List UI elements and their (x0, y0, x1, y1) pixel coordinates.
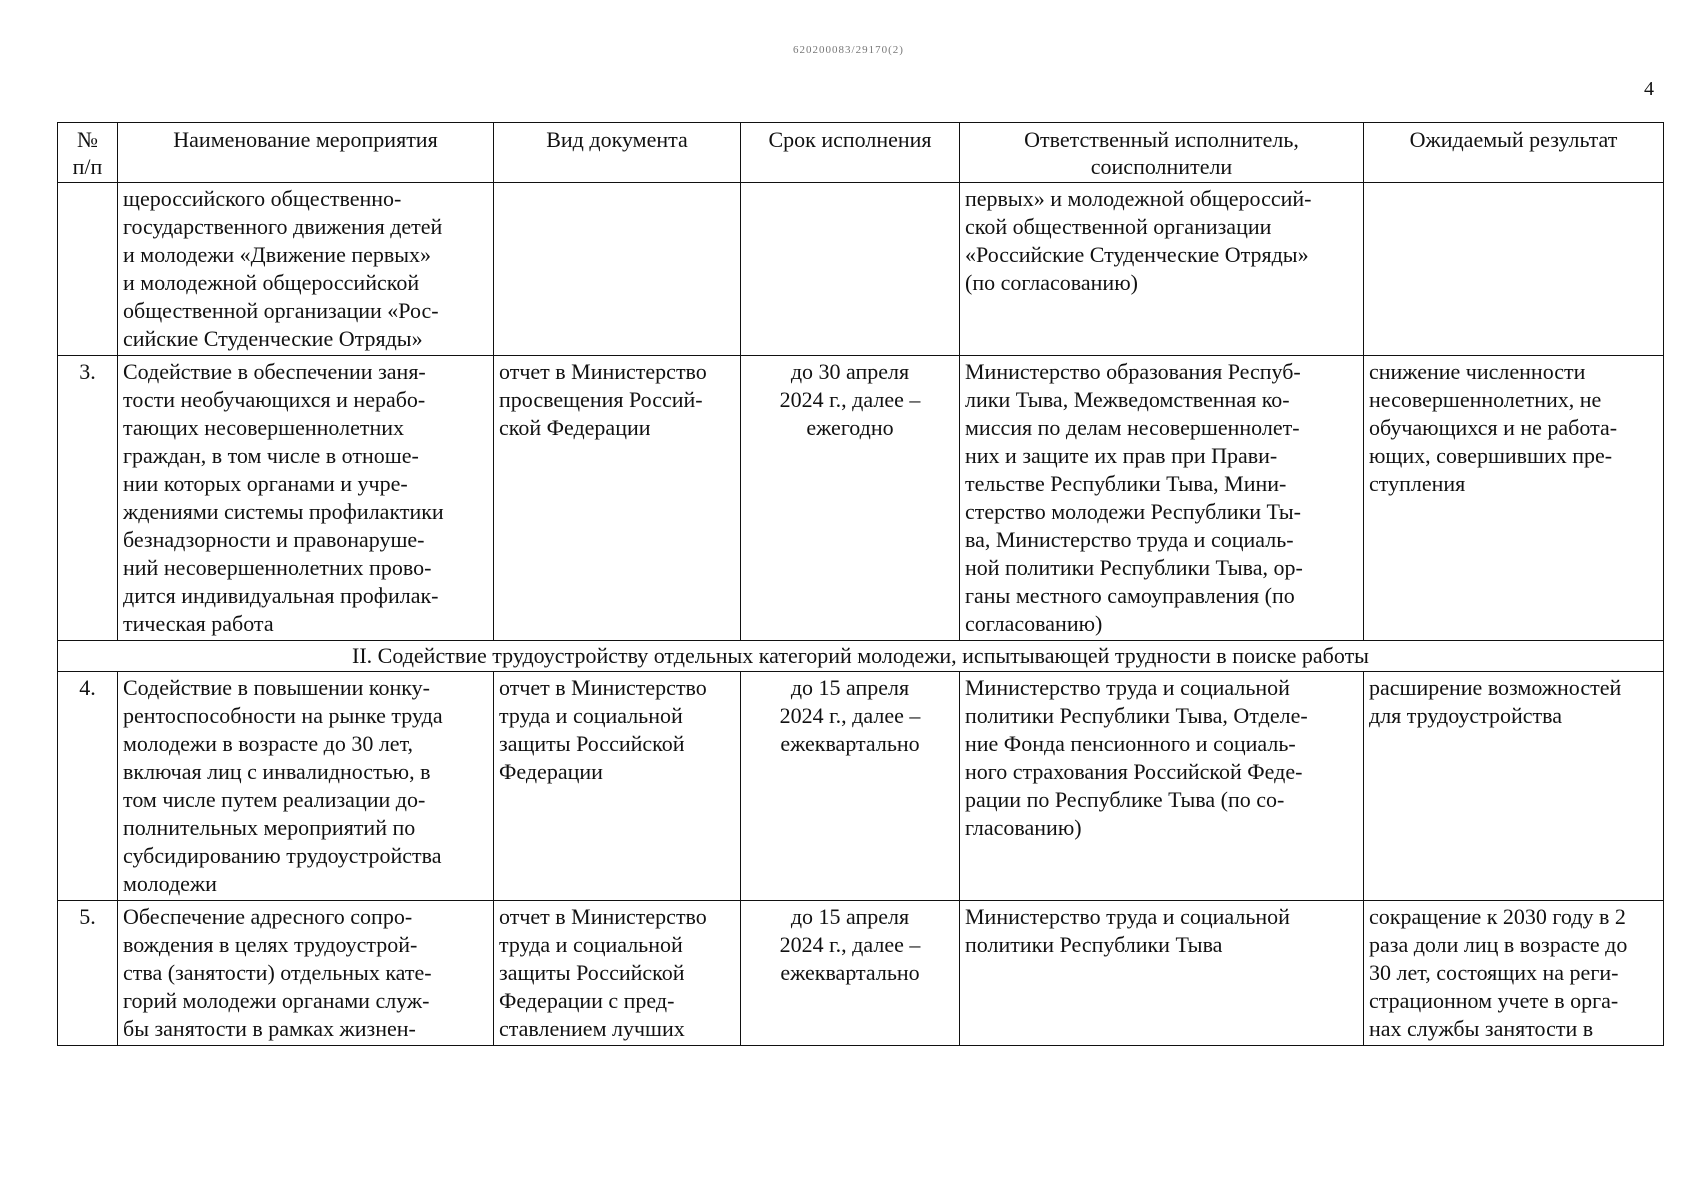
row-number: 4. (58, 672, 118, 901)
table-row (58, 356, 1664, 641)
responsible-executor: Министерство образования Респуб- лики Тыва, Межведомственная ко- миссия по делам несовершеннолет- них и защите их прав при Прави- тельстве Республики Тыва, Мини- стерство молодежи Республики Ты- ва, Министерство труда и социаль- ной политики Республики Тыва, ор- ганы местного самоуправления (по согласованию) (960, 356, 1364, 641)
header-responsible-executor: Ответственный исполнитель, соисполнители (960, 123, 1364, 183)
header-activity-name: Наименование мероприятия (118, 123, 494, 183)
header-expected-result: Ожидаемый результат (1364, 123, 1664, 183)
section-heading: II. Содействие трудоустройству отдельных категорий молодежи, испытывающей трудности в поиске работы (58, 641, 1664, 672)
section-heading-row (58, 641, 1664, 672)
table-row (58, 672, 1664, 901)
expected-result: расширение возможностей для трудоустройства (1364, 672, 1664, 901)
document-type: отчет в Министерство труда и социальной защиты Российской Федерации с пред- ставлением лучших (494, 901, 741, 1046)
expected-result: сокращение к 2030 году в 2 раза доли лиц в возрасте до 30 лет, состоящих на реги- страционном учете в орга- нах службы занятости в (1364, 901, 1664, 1046)
activity-name: Содействие в повышении конку- рентоспособности на рынке труда молодежи в возрасте до 30 лет, включая лиц с инвалидностью, в том числе путем реализации до- полнительных мероприятий по субсидированию трудоустройства молодежи (118, 672, 494, 901)
page-number: 4 (1644, 78, 1654, 100)
deadline: до 30 апреля 2024 г., далее – ежегодно (741, 356, 960, 641)
header-row (58, 123, 1664, 183)
deadline (741, 183, 960, 356)
activity-name: Содействие в обеспечении заня- тости необучающихся и нерабо- тающих несовершеннолетних граждан, в том числе в отноше- нии которых органами и учре- ждениями системы профилактики безнадзорности и правонаруше- ний несовершеннолетних прово- дится индивидуальная профилак- тическая работа (118, 356, 494, 641)
row-number: 3. (58, 356, 118, 641)
document-type (494, 183, 741, 356)
header-document-type: Вид документа (494, 123, 741, 183)
header-deadline: Срок исполнения (741, 123, 960, 183)
row-number: 5. (58, 901, 118, 1046)
document-type: отчет в Министерство труда и социальной защиты Российской Федерации (494, 672, 741, 901)
responsible-executor: первых» и молодежной общероссий- ской общественной организации «Российские Студенческие Отряды» (по согласованию) (960, 183, 1364, 356)
table-row (58, 901, 1664, 1046)
header-number: № п/п (58, 123, 118, 183)
document-type: отчет в Министерство просвещения Россий- ской Федерации (494, 356, 741, 641)
expected-result: снижение численности несовершеннолетних, не обучающихся и не работа- ющих, совершивших пре- ступления (1364, 356, 1664, 641)
table-row (58, 183, 1664, 356)
activity-name: Обеспечение адресного сопро- вождения в целях трудоустрой- ства (занятости) отдельных кате- горий молодежи органами служ- бы занятости в рамках жизнен- (118, 901, 494, 1046)
row-number (58, 183, 118, 356)
table-header (58, 123, 1664, 183)
deadline: до 15 апреля 2024 г., далее – ежеквартально (741, 672, 960, 901)
deadline: до 15 апреля 2024 г., далее – ежеквартально (741, 901, 960, 1046)
document-id: 620200083/29170(2) (793, 44, 904, 56)
responsible-executor: Министерство труда и социальной политики Республики Тыва (960, 901, 1364, 1046)
expected-result (1364, 183, 1664, 356)
activity-name: щероссийского общественно- государственного движения детей и молодежи «Движение первых» и молодежной общероссийской общественной организации «Рос- сийские Студенческие Отряды» (118, 183, 494, 356)
responsible-executor: Министерство труда и социальной политики Республики Тыва, Отделе- ние Фонда пенсионного и социаль- ного страхования Российской Феде- рации по Республике Тыва (по со- гласованию) (960, 672, 1364, 901)
action-plan-table (57, 122, 1664, 1046)
